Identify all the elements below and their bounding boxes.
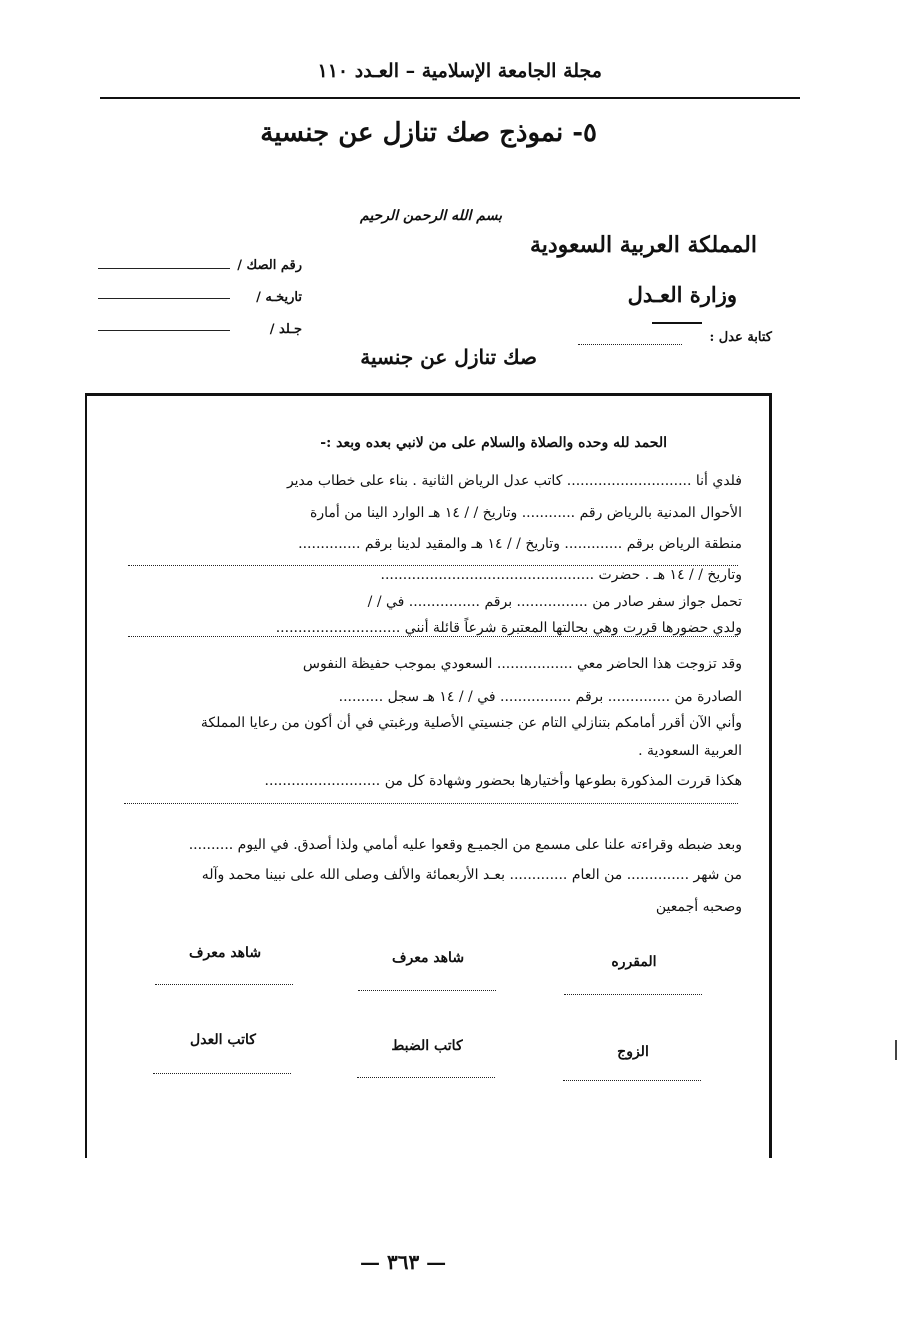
signature-label-witness-1: شاهد معرف bbox=[391, 950, 465, 966]
deed-line: وأني الآن أقرر أمامكم بتنازلي التام عن جنسيتي الأصلية ورغبتي في أن أكون من رعايا المملكة bbox=[200, 715, 742, 731]
scan-edge-mark bbox=[895, 1040, 897, 1060]
signature-line bbox=[357, 1077, 495, 1078]
page-title: ٥- نموذج صك تنازل عن جنسية bbox=[260, 118, 597, 148]
signature-label-witness-2: شاهد معرف bbox=[188, 945, 262, 961]
volume-line bbox=[98, 330, 230, 331]
signature-label-declarant: المقرره bbox=[611, 954, 657, 970]
deed-line: الصادرة من .............. برقم ................ في / / ١٤ هـ سجل .......... bbox=[338, 689, 742, 705]
deed-line: وتاريخ / / ١٤ هـ . حضرت ................................................ bbox=[380, 567, 742, 583]
deed-title: صك تنازل عن جنسية bbox=[360, 345, 537, 369]
deed-line: الأحوال المدنية بالرياض رقم ............ وتاريخ / / ١٤ هـ الوارد الينا من أمارة bbox=[310, 505, 742, 521]
date-label: تاريخـه / bbox=[256, 290, 302, 305]
signature-line bbox=[358, 990, 496, 991]
signature-line bbox=[155, 984, 293, 985]
deed-blank-line bbox=[124, 803, 738, 804]
deed-opening: الحمد لله وحده والصلاة والسلام على من لانبي بعده وبعد :- bbox=[320, 435, 667, 451]
deed-line: وقد تزوجت هذا الحاضر معي ................. السعودي بموجب حفيظة النفوس bbox=[302, 656, 742, 672]
notary-label: كتابة عدل : bbox=[709, 330, 772, 345]
deed-line: فلدي أنا ............................ كاتب عدل الرياض الثانية . بناء على خطاب مدير bbox=[286, 473, 742, 489]
date-line bbox=[98, 298, 230, 299]
volume-label: جـلد / bbox=[269, 322, 302, 337]
ministry-name: وزارة العـدل bbox=[627, 282, 737, 307]
deed-line: العربية السعودية . bbox=[638, 743, 742, 759]
deed-number-line bbox=[98, 268, 230, 269]
page-number: — ٣٦٣ — bbox=[360, 1250, 447, 1274]
deed-line: منطقة الرياض برقم ............. وتاريخ / / ١٤ هـ والمقيد لدينا برقم .............. bbox=[298, 536, 742, 552]
ministry-underline bbox=[652, 322, 702, 324]
deed-number-label: رقم الصك / bbox=[237, 258, 302, 273]
signature-line bbox=[563, 1080, 701, 1081]
deed-line: وبعد ضبطه وقراءته علنا على مسمع من الجميـع وقعوا عليه أمامي ولذا أصدق. في اليوم .......... bbox=[188, 837, 742, 853]
signature-label-recording-clerk: كاتب الضبط bbox=[391, 1038, 463, 1054]
deed-line: ولدي حضورها قررت وهي بحالتها المعتبرة شرعاً قائلة أنني ............................ bbox=[275, 620, 742, 636]
signature-line bbox=[153, 1073, 291, 1074]
deed-line: تحمل جواز سفر صادر من ................ برقم ................ في / / bbox=[367, 594, 742, 610]
journal-header: مجلة الجامعة الإسلامية – العـدد ١١٠ bbox=[317, 60, 602, 82]
deed-blank-line bbox=[128, 636, 738, 637]
deed-line: وصحبه أجمعين bbox=[655, 899, 742, 915]
header-rule bbox=[100, 97, 800, 99]
deed-line: من شهر .............. من العام ............. بعـد الأربعمائة والألف وصلى الله على نبينا محمد وآله bbox=[201, 867, 742, 883]
signature-label-husband: الزوج bbox=[617, 1044, 649, 1060]
signature-line bbox=[564, 994, 702, 995]
signature-label-notary: كاتب العدل bbox=[190, 1032, 256, 1048]
kingdom-name: المملكة العربية السعودية bbox=[529, 232, 757, 258]
basmala: بسم الله الرحمن الرحيم bbox=[360, 208, 502, 224]
deed-line: هكذا قررت المذكورة بطوعها وأختيارها بحضور وشهادة كل من .......................... bbox=[264, 773, 742, 789]
notary-field-line bbox=[578, 344, 682, 345]
